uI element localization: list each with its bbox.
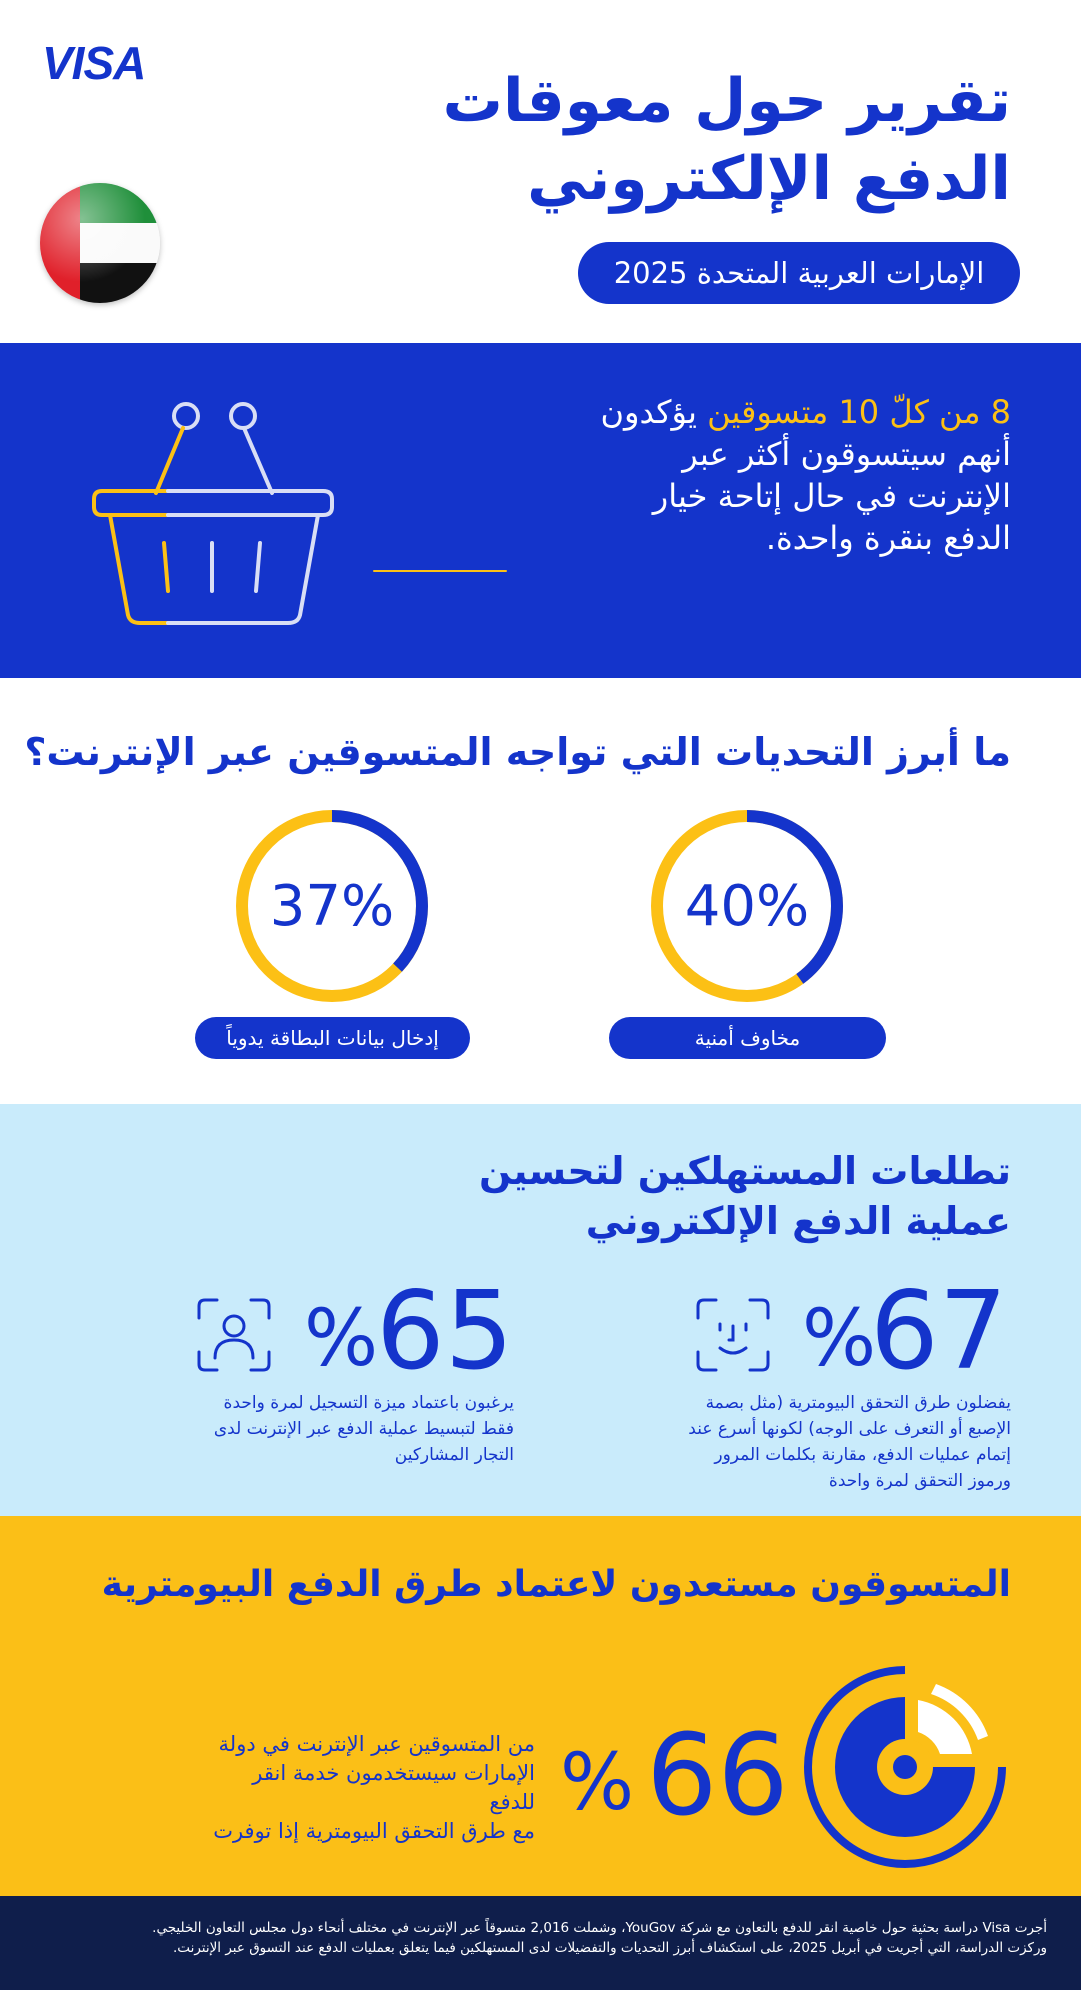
face-scan-icon — [696, 1298, 770, 1372]
single-signup-description — [94, 1390, 514, 1468]
page-title-line2: الدفع الإلكتروني — [527, 144, 1011, 214]
single-signup-number — [376, 1269, 514, 1394]
aspirations-title — [479, 1146, 1011, 1246]
biometric-adoption-stat — [552, 1711, 789, 1841]
user-scan-icon — [197, 1298, 271, 1372]
challenges-section — [0, 678, 1081, 1104]
donut-value: 40% — [684, 873, 810, 939]
consumer-aspirations-section — [0, 1104, 1081, 1516]
challenges-title: ما أبرز التحديات التي تواجه المتسوقين عبر الإنترنت؟ — [24, 730, 1011, 774]
desc-line: فقط لتبسيط عملية الدفع عبر الإنترنت لدى — [213, 1419, 514, 1439]
desc-line: يرغبون باعتماد ميزة التسجيل لمرة واحدة — [223, 1393, 514, 1413]
fingerprint-target-icon — [800, 1662, 1010, 1872]
aspirations-title-line2: عملية الدفع الإلكتروني — [585, 1199, 1011, 1243]
country-year-badge: الإمارات العربية المتحدة 2025 — [578, 242, 1020, 304]
shopping-basket-icon — [88, 395, 518, 635]
percent-sign: % — [304, 1294, 379, 1384]
desc-line: الإصبع أو التعرف على الوجه) لكونها أسرع عند — [688, 1419, 1011, 1439]
stat-number: 65 — [376, 1269, 514, 1394]
desc-line: ورموز التحقق لمرة واحدة — [828, 1471, 1011, 1491]
statement-line3: الإنترنت في حال إتاحة خيار — [652, 477, 1011, 515]
manual-card-entry-label: إدخال بيانات البطاقة يدوياً — [195, 1017, 470, 1059]
donut-security-concerns — [647, 806, 847, 1006]
statement-highlight: 8 من كلّ 10 متسوقين — [707, 393, 1011, 431]
aspirations-title-line1: تطلعات المستهلكين لتحسين — [478, 1149, 1011, 1193]
methodology-footer — [0, 1896, 1081, 1990]
desc-line: الإمارات سيستخدمون خدمة انقر للدفع — [252, 1761, 535, 1814]
methodology-note — [37, 1918, 1047, 1958]
methodology-line1: أجرت Visa دراسة بحثية حول خاصية انقر للدفع بالتعاون مع شركة YouGov، وشملت 2,016 متسوقاً عبر الإنترنت في مختلف أنحاء دول مجلس التعاون الخليجي. — [152, 1920, 1047, 1936]
biometric-preference-description — [571, 1390, 1011, 1494]
statement-line1-rest: يؤكدون — [600, 393, 708, 431]
uae-flag-icon — [40, 183, 160, 303]
desc-line: التجار المشاركين — [394, 1445, 514, 1465]
donut-value: 37% — [269, 873, 395, 939]
desc-line: إتمام عمليات الدفع، مقارنة بكلمات المرور — [714, 1445, 1011, 1465]
percent-sign: % — [802, 1294, 877, 1384]
donut-manual-card-entry — [232, 806, 432, 1006]
methodology-line2: وركزت الدراسة، التي أجريت في أبريل 2025، على استكشاف أبرز التحديات والتفضيلات لدى المستهلكين فيما يتعلق بعمليات الدفع عند التسوق عبر الإنترنت. — [173, 1940, 1047, 1956]
one-click-highlight-section — [0, 343, 1081, 678]
desc-line: يفضلون طرق التحقق البيومترية (مثل بصمة — [705, 1393, 1011, 1413]
statement-line4: الدفع بنقرة واحدة. — [765, 519, 1011, 557]
page-title-line1: تقرير حول معوقات — [442, 66, 1011, 136]
visa-logo: VISA — [42, 37, 146, 89]
biometric-preference-number — [870, 1269, 1008, 1394]
biometric-title: المتسوقون مستعدون لاعتماد طرق الدفع البيومترية — [101, 1564, 1011, 1605]
percent-sign: % — [560, 1738, 635, 1828]
desc-line: من المتسوقين عبر الإنترنت في دولة — [218, 1732, 535, 1756]
desc-line: مع طرق التحقق البيومترية إذا توفرت — [213, 1819, 535, 1843]
biometric-description — [205, 1730, 535, 1846]
one-click-statement — [491, 391, 1011, 559]
biometric-readiness-section — [0, 1516, 1081, 1896]
statement-line1 — [491, 391, 1011, 433]
statement-line2: أنهم سيتسوقون أكثر عبر — [682, 435, 1011, 473]
stat-number: 66 — [646, 1711, 789, 1841]
header-section — [0, 0, 1081, 343]
stat-number: 67 — [870, 1269, 1008, 1394]
security-concerns-label: مخاوف أمنية — [609, 1017, 886, 1059]
page-title — [371, 62, 1011, 218]
